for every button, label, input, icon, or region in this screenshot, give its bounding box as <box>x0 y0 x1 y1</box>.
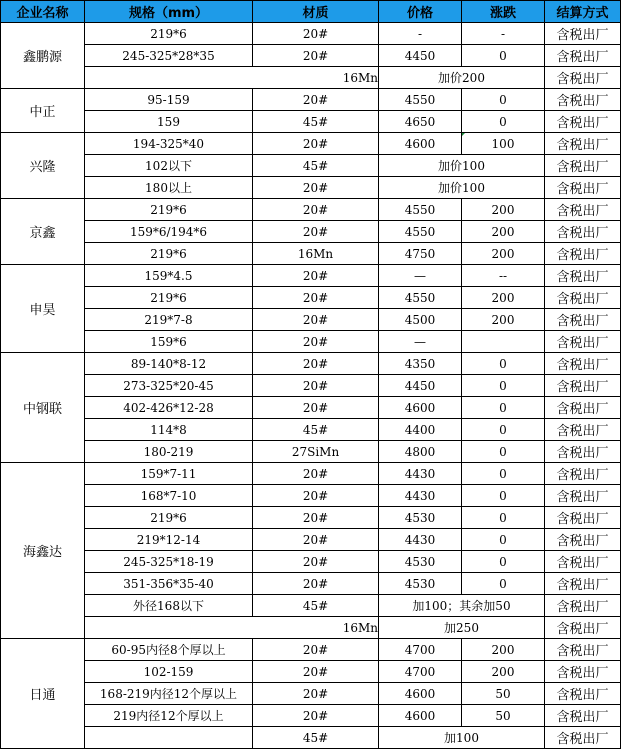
table-row <box>1 331 621 353</box>
material-cell: 20# <box>253 89 379 111</box>
header-change: 涨跌 <box>462 1 545 23</box>
material-cell: 16Mn <box>253 617 379 639</box>
material-cell: 20# <box>253 45 379 67</box>
company-cell: 兴隆 <box>1 133 85 199</box>
table-row <box>1 89 621 111</box>
settlement-cell: 含税出厂 <box>545 661 621 683</box>
material-cell: 20# <box>253 331 379 353</box>
price-cell: 4600 <box>379 683 462 705</box>
price-cell: 4700 <box>379 661 462 683</box>
table-row <box>1 727 621 749</box>
settlement-cell: 含税出厂 <box>545 67 621 89</box>
table-row <box>1 529 621 551</box>
table-row <box>1 617 621 639</box>
material-cell: 20# <box>253 661 379 683</box>
material-cell: 20# <box>253 309 379 331</box>
material-cell: 20# <box>253 529 379 551</box>
price-cell: 4550 <box>379 221 462 243</box>
spec-cell: 180以上 <box>85 177 253 199</box>
material-cell: 16Mn <box>253 67 379 89</box>
material-cell: 20# <box>253 177 379 199</box>
change-cell: 0 <box>462 353 545 375</box>
settlement-cell: 含税出厂 <box>545 353 621 375</box>
material-cell: 20# <box>253 485 379 507</box>
company-cell: 中钢联 <box>1 353 85 463</box>
settlement-cell: 含税出厂 <box>545 507 621 529</box>
price-cell: 4530 <box>379 507 462 529</box>
price-note-cell: 加100 <box>379 727 545 749</box>
settlement-cell: 含税出厂 <box>545 111 621 133</box>
table-row <box>1 243 621 265</box>
change-cell: 0 <box>462 111 545 133</box>
settlement-cell: 含税出厂 <box>545 243 621 265</box>
spec-cell <box>85 67 253 89</box>
price-cell: 4400 <box>379 419 462 441</box>
spec-cell: 219内径12个厚以上 <box>85 705 253 727</box>
price-note-cell: 加100；其余加50 <box>379 595 545 617</box>
table-row <box>1 155 621 177</box>
table-row <box>1 265 621 287</box>
material-cell: 20# <box>253 133 379 155</box>
table-row <box>1 177 621 199</box>
material-cell: 20# <box>253 199 379 221</box>
spec-cell: 273-325*20-45 <box>85 375 253 397</box>
change-cell: -- <box>462 265 545 287</box>
table-row <box>1 45 621 67</box>
table-row <box>1 419 621 441</box>
table-row <box>1 353 621 375</box>
spec-cell: 114*8 <box>85 419 253 441</box>
company-cell: 海鑫达 <box>1 463 85 639</box>
header-material: 材质 <box>253 1 379 23</box>
settlement-cell: 含税出厂 <box>545 463 621 485</box>
header-spec: 规格（mm） <box>85 1 253 23</box>
price-cell: 4430 <box>379 529 462 551</box>
price-cell: 4550 <box>379 199 462 221</box>
settlement-cell: 含税出厂 <box>545 199 621 221</box>
header-company: 企业名称 <box>1 1 85 23</box>
table-row <box>1 397 621 419</box>
settlement-cell: 含税出厂 <box>545 441 621 463</box>
header-settlement: 结算方式 <box>545 1 621 23</box>
price-cell: 4800 <box>379 441 462 463</box>
price-cell: 4600 <box>379 705 462 727</box>
settlement-cell: 含税出厂 <box>545 177 621 199</box>
spec-cell: 402-426*12-28 <box>85 397 253 419</box>
spec-cell: 159*7-11 <box>85 463 253 485</box>
company-cell: 中正 <box>1 89 85 133</box>
spec-cell <box>85 727 253 749</box>
spec-cell: 219*6 <box>85 23 253 45</box>
change-cell: 0 <box>462 507 545 529</box>
change-cell: 200 <box>462 639 545 661</box>
change-cell: 200 <box>462 661 545 683</box>
price-cell: 4750 <box>379 243 462 265</box>
spec-cell: 102-159 <box>85 661 253 683</box>
table-row <box>1 661 621 683</box>
spec-cell: 351-356*35-40 <box>85 573 253 595</box>
table-row <box>1 507 621 529</box>
settlement-cell: 含税出厂 <box>545 45 621 67</box>
change-cell: 200 <box>462 199 545 221</box>
change-cell: 0 <box>462 89 545 111</box>
settlement-cell: 含税出厂 <box>545 683 621 705</box>
material-cell: 27SiMn <box>253 441 379 463</box>
table-row <box>1 683 621 705</box>
change-cell: 0 <box>462 397 545 419</box>
change-cell: 50 <box>462 683 545 705</box>
spec-cell: 219*6 <box>85 199 253 221</box>
table-row <box>1 551 621 573</box>
settlement-cell: 含税出厂 <box>545 551 621 573</box>
change-cell: 0 <box>462 485 545 507</box>
material-cell: 45# <box>253 111 379 133</box>
material-cell: 20# <box>253 287 379 309</box>
table-row <box>1 705 621 727</box>
price-cell: 4650 <box>379 111 462 133</box>
settlement-cell: 含税出厂 <box>545 331 621 353</box>
settlement-cell: 含税出厂 <box>545 89 621 111</box>
spec-cell: 159 <box>85 111 253 133</box>
price-cell: 4450 <box>379 45 462 67</box>
material-cell: 20# <box>253 221 379 243</box>
spec-cell: 194-325*40 <box>85 133 253 155</box>
material-cell: 20# <box>253 397 379 419</box>
price-cell: 4600 <box>379 397 462 419</box>
material-cell: 20# <box>253 23 379 45</box>
settlement-cell: 含税出厂 <box>545 705 621 727</box>
material-cell: 20# <box>253 353 379 375</box>
spec-cell: 159*4.5 <box>85 265 253 287</box>
company-cell: 京鑫 <box>1 199 85 265</box>
price-cell: — <box>379 265 462 287</box>
settlement-cell: 含税出厂 <box>545 727 621 749</box>
material-cell: 20# <box>253 507 379 529</box>
price-cell: 4700 <box>379 639 462 661</box>
spec-cell: 219*7-8 <box>85 309 253 331</box>
table-row <box>1 309 621 331</box>
material-cell: 45# <box>253 595 379 617</box>
material-cell: 45# <box>253 419 379 441</box>
material-cell: 45# <box>253 727 379 749</box>
change-cell: - <box>462 23 545 45</box>
settlement-cell: 含税出厂 <box>545 309 621 331</box>
table-row <box>1 595 621 617</box>
price-cell: 4430 <box>379 485 462 507</box>
material-cell: 20# <box>253 705 379 727</box>
spec-cell: 60-95内径8个厚以上 <box>85 639 253 661</box>
spec-cell: 219*6 <box>85 287 253 309</box>
settlement-cell: 含税出厂 <box>545 155 621 177</box>
table-row <box>1 133 621 155</box>
change-cell: 200 <box>462 221 545 243</box>
spec-cell: 245-325*18-19 <box>85 551 253 573</box>
price-note-cell: 加价100 <box>379 155 545 177</box>
change-cell: 200 <box>462 287 545 309</box>
settlement-cell: 含税出厂 <box>545 221 621 243</box>
spec-cell: 外径168以下 <box>85 595 253 617</box>
spec-cell: 159*6 <box>85 331 253 353</box>
change-cell: 100 <box>462 133 545 155</box>
settlement-cell: 含税出厂 <box>545 133 621 155</box>
table-row <box>1 375 621 397</box>
spec-cell: 95-159 <box>85 89 253 111</box>
settlement-cell: 含税出厂 <box>545 639 621 661</box>
price-cell: 4530 <box>379 573 462 595</box>
price-cell: 4430 <box>379 463 462 485</box>
table-row <box>1 573 621 595</box>
change-cell: 0 <box>462 573 545 595</box>
table-row <box>1 463 621 485</box>
spec-cell: 219*6 <box>85 243 253 265</box>
settlement-cell: 含税出厂 <box>545 397 621 419</box>
settlement-cell: 含税出厂 <box>545 485 621 507</box>
settlement-cell: 含税出厂 <box>545 419 621 441</box>
table-row <box>1 67 621 89</box>
company-cell: 日通 <box>1 639 85 749</box>
price-cell: 4530 <box>379 551 462 573</box>
table-row <box>1 221 621 243</box>
material-cell: 20# <box>253 463 379 485</box>
settlement-cell: 含税出厂 <box>545 617 621 639</box>
change-cell: 0 <box>462 375 545 397</box>
table-row <box>1 639 621 661</box>
table-row <box>1 441 621 463</box>
table-row <box>1 23 621 45</box>
price-cell: 4350 <box>379 353 462 375</box>
spec-cell: 168-219内径12个厚以上 <box>85 683 253 705</box>
change-cell: 0 <box>462 529 545 551</box>
material-cell: 20# <box>253 683 379 705</box>
change-cell: 0 <box>462 463 545 485</box>
spec-cell: 168*7-10 <box>85 485 253 507</box>
price-cell: — <box>379 331 462 353</box>
table-row <box>1 287 621 309</box>
spec-cell: 89-140*8-12 <box>85 353 253 375</box>
spec-cell: 102以下 <box>85 155 253 177</box>
table-row <box>1 199 621 221</box>
header-row <box>1 1 621 23</box>
price-note-cell: 加250 <box>379 617 545 639</box>
table-row <box>1 485 621 507</box>
settlement-cell: 含税出厂 <box>545 287 621 309</box>
material-cell: 20# <box>253 375 379 397</box>
spec-cell: 159*6/194*6 <box>85 221 253 243</box>
price-note-cell: 加价200 <box>379 67 545 89</box>
material-cell: 20# <box>253 551 379 573</box>
material-cell: 20# <box>253 265 379 287</box>
material-cell: 16Mn <box>253 243 379 265</box>
price-cell: - <box>379 23 462 45</box>
material-cell: 20# <box>253 573 379 595</box>
spec-cell: 180-219 <box>85 441 253 463</box>
price-cell: 4550 <box>379 287 462 309</box>
price-cell: 4550 <box>379 89 462 111</box>
spec-cell <box>85 617 253 639</box>
change-cell: 0 <box>462 45 545 67</box>
settlement-cell: 含税出厂 <box>545 595 621 617</box>
company-cell: 鑫鹏源 <box>1 23 85 89</box>
price-cell: 4500 <box>379 309 462 331</box>
price-cell: 4450 <box>379 375 462 397</box>
header-price: 价格 <box>379 1 462 23</box>
settlement-cell: 含税出厂 <box>545 23 621 45</box>
change-cell: 200 <box>462 309 545 331</box>
material-cell: 20# <box>253 639 379 661</box>
change-cell <box>462 331 545 353</box>
change-cell: 0 <box>462 441 545 463</box>
change-cell: 50 <box>462 705 545 727</box>
material-cell: 45# <box>253 155 379 177</box>
spec-cell: 219*12-14 <box>85 529 253 551</box>
change-cell: 0 <box>462 551 545 573</box>
spec-cell: 219*6 <box>85 507 253 529</box>
settlement-cell: 含税出厂 <box>545 265 621 287</box>
spec-cell: 245-325*28*35 <box>85 45 253 67</box>
price-cell: 4600 <box>379 133 462 155</box>
change-cell: 0 <box>462 419 545 441</box>
change-cell: 200 <box>462 243 545 265</box>
table-row <box>1 111 621 133</box>
price-note-cell: 加价100 <box>379 177 545 199</box>
settlement-cell: 含税出厂 <box>545 529 621 551</box>
company-cell: 申昊 <box>1 265 85 353</box>
settlement-cell: 含税出厂 <box>545 573 621 595</box>
settlement-cell: 含税出厂 <box>545 375 621 397</box>
